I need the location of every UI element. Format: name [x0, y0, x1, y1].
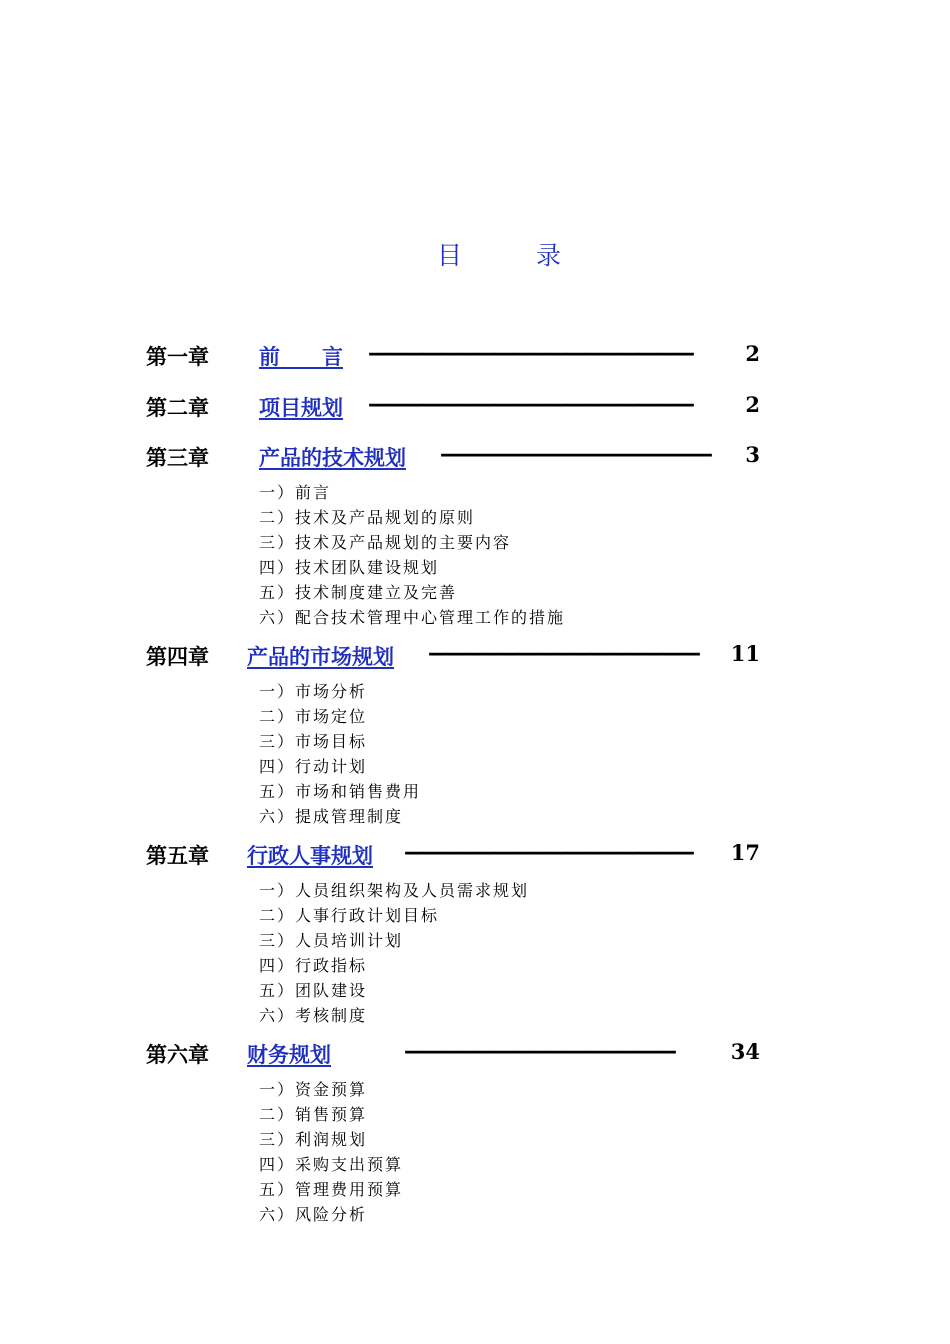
chapter-row	[146, 1039, 766, 1069]
chapter-number: 第六章	[146, 1043, 209, 1067]
section-item: 二）技术及产品规划的原则	[259, 508, 476, 527]
chapter-row	[146, 641, 766, 671]
section-item: 一）资金预算	[259, 1080, 368, 1099]
section-list	[259, 480, 565, 630]
section-item: 二）市场定位	[259, 707, 368, 726]
page-number: 2	[745, 341, 760, 366]
section-item: 三）利润规划	[259, 1130, 368, 1149]
section-item: 三）技术及产品规划的主要内容	[259, 533, 512, 552]
leader-dashes: ———————————————	[404, 1039, 674, 1063]
section-item: 五）管理费用预算	[259, 1180, 404, 1199]
chapter-link[interactable]: 产品的市场规划	[247, 645, 394, 669]
chapter-link[interactable]: 产品的技术规划	[259, 446, 406, 470]
section-item: 二）人事行政计划目标	[259, 906, 440, 925]
chapter-row	[146, 392, 766, 422]
chapter-link[interactable]: 前 言	[259, 345, 343, 369]
chapter-number: 第二章	[146, 396, 209, 420]
page-number: 2	[745, 392, 760, 417]
section-list	[259, 1077, 403, 1227]
section-list	[259, 878, 529, 1028]
section-item: 六）配合技术管理中心管理工作的措施	[259, 608, 566, 627]
section-item: 三）市场目标	[259, 732, 368, 751]
chapter-link[interactable]: 行政人事规划	[247, 844, 373, 868]
section-list	[259, 679, 421, 829]
section-item: 五）市场和销售费用	[259, 782, 422, 801]
page-number: 17	[730, 840, 760, 865]
section-item: 五）团队建设	[259, 981, 368, 1000]
chapter-number: 第四章	[146, 645, 209, 669]
section-item: 六）提成管理制度	[259, 807, 404, 826]
chapter-number: 第一章	[146, 345, 209, 369]
section-item: 六）考核制度	[259, 1006, 368, 1025]
leader-dashes: ————————————————	[404, 840, 692, 864]
section-item: 一）市场分析	[259, 682, 368, 701]
chapter-link[interactable]: 财务规划	[247, 1043, 331, 1067]
section-item: 四）行动计划	[259, 757, 368, 776]
chapter-row	[146, 341, 766, 371]
section-item: 六）风险分析	[259, 1205, 368, 1224]
section-item: 五）技术制度建立及完善	[259, 583, 458, 602]
section-item: 四）行政指标	[259, 956, 368, 975]
leader-dashes: ———————————————	[440, 442, 710, 466]
chapter-number: 第五章	[146, 844, 209, 868]
page-number: 3	[745, 442, 760, 467]
leader-dashes: ———————————————	[428, 641, 698, 665]
page-number: 11	[730, 641, 760, 666]
section-item: 二）销售预算	[259, 1105, 368, 1124]
toc-title-char-1: 目	[437, 241, 463, 270]
chapter-link[interactable]: 项目规划	[259, 396, 343, 420]
leader-dashes: ——————————————————	[368, 392, 692, 416]
chapter-row	[146, 442, 766, 472]
toc-title-char-2: 录	[536, 241, 562, 270]
leader-dashes: ——————————————————	[368, 341, 692, 365]
section-item: 一）前言	[259, 483, 332, 502]
section-item: 三）人员培训计划	[259, 931, 404, 950]
section-item: 四）采购支出预算	[259, 1155, 404, 1174]
page-number: 34	[730, 1039, 760, 1064]
chapter-number: 第三章	[146, 446, 209, 470]
section-item: 四）技术团队建设规划	[259, 558, 440, 577]
section-item: 一）人员组织架构及人员需求规划	[259, 881, 530, 900]
chapter-row	[146, 840, 766, 870]
